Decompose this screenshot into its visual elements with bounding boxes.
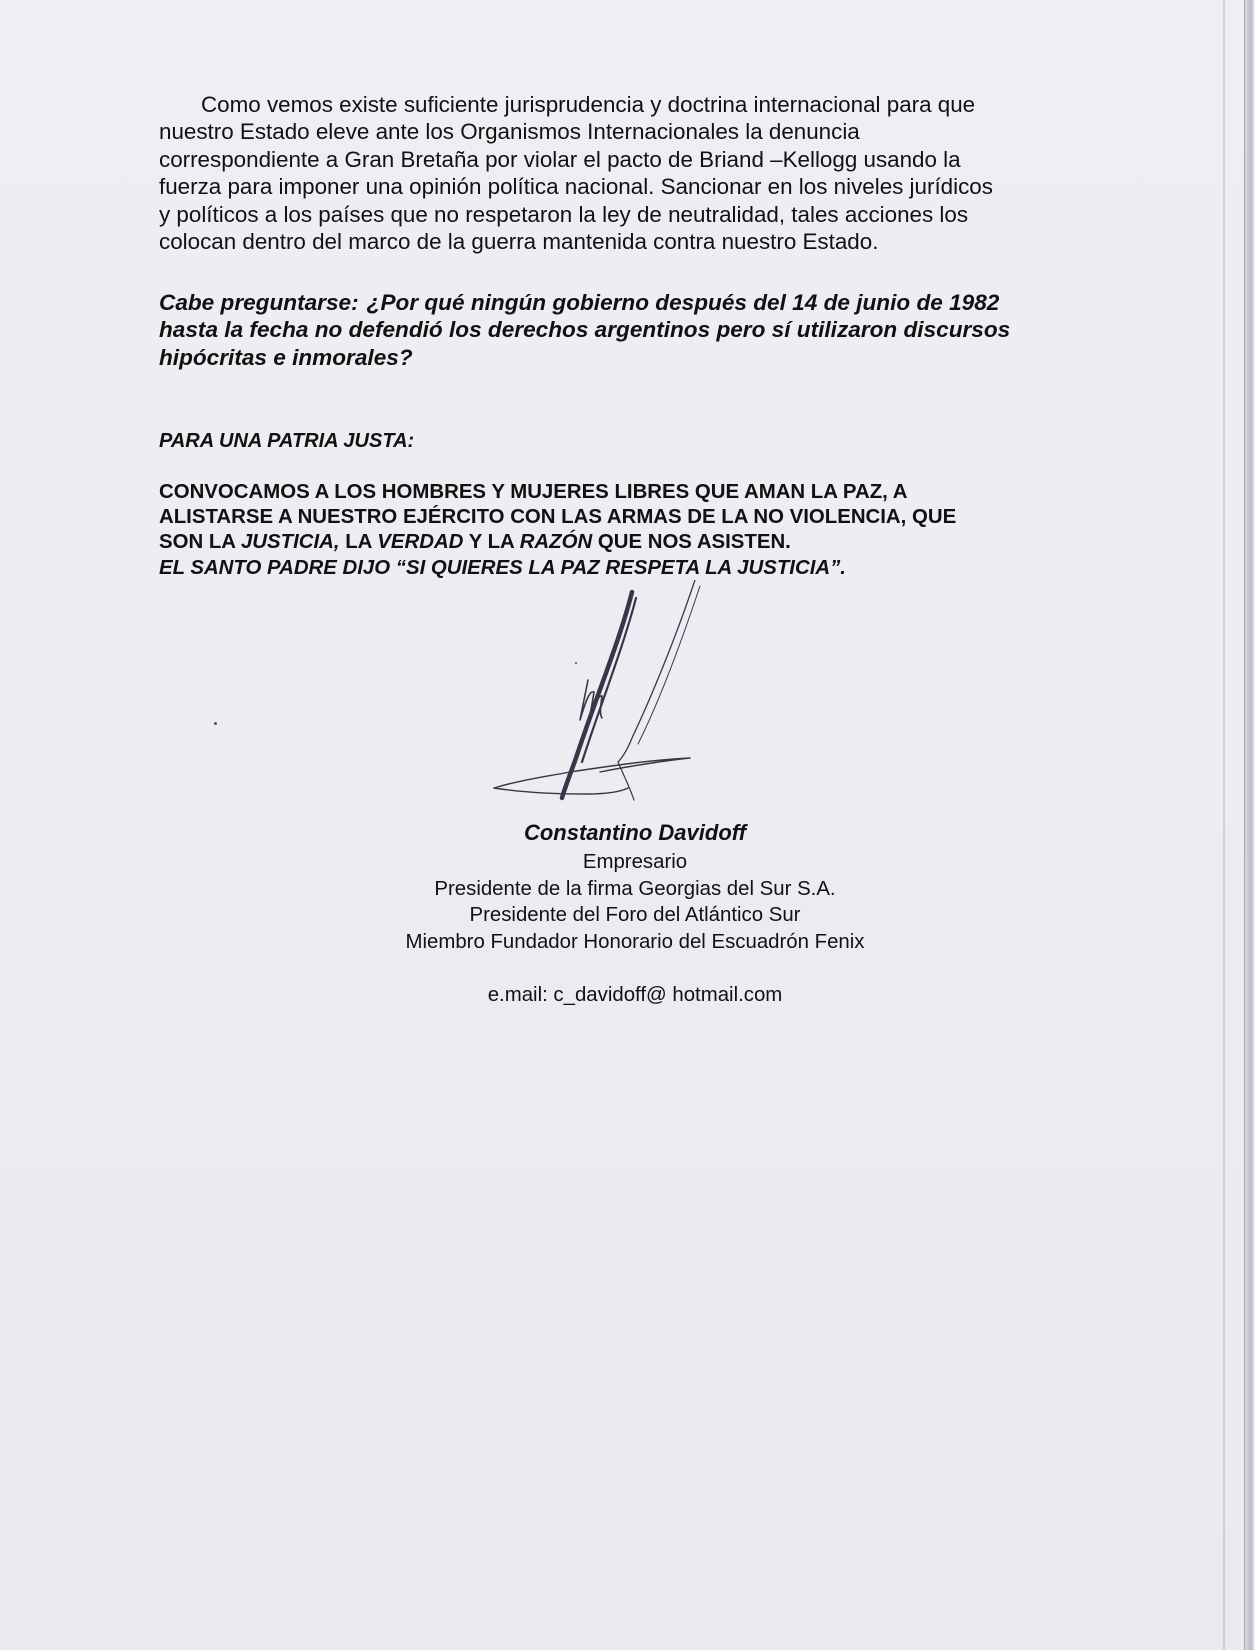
word-razon: RAZÓN [519, 531, 593, 554]
paragraph1-line5: y políticos a los países que no respetaron la ley de neutralidad, tales acciones los [159, 201, 969, 227]
paragraph1-line2: nuestro Estado eleve ante los Organismos Internacionales la denuncia [159, 119, 860, 145]
signer-name: Constantino Davidoff [523, 820, 747, 845]
call-line1: CONVOCAMOS A LOS HOMBRES Y MUJERES LIBRES QUE AMAN LA PAZ, A [159, 481, 908, 503]
question-line1: ¿Por qué ningún gobierno después del 14 de junio de 1982 [366, 290, 1000, 315]
call-line3: SON LA JUSTICIA, LA VERDAD Y LA RAZÓN QUE NOS ASISTEN. [159, 531, 791, 554]
paragraph1-line1: Como vemos existe suficiente jurisprudencia y doctrina internacional para que [201, 92, 976, 117]
page-edge [1244, 0, 1255, 1650]
question-line2: hasta la fecha no defendió los derechos argentinos pero sí utilizaron discursos [159, 317, 1011, 343]
paragraph-jurisprudencia [159, 91, 1109, 255]
signer-title-2: Presidente del Foro del Atlántico Sur [469, 904, 801, 926]
question-paragraph [159, 289, 1109, 371]
paragraph1-line4: fuerza para imponer una opinión política nacional. Sancionar en los niveles jurídicos [159, 174, 993, 200]
handwritten-signature [490, 580, 750, 820]
question-lead: Cabe preguntarse: [159, 290, 359, 315]
signer-title-3: Miembro Fundador Honorario del Escuadrón Fenix [405, 931, 865, 953]
word-verdad: VERDAD [377, 531, 464, 554]
paper-speck [214, 722, 217, 725]
paper-speck [575, 662, 577, 664]
signer-occupation: Empresario [582, 851, 688, 873]
call-line2: ALISTARSE A NUESTRO EJÉRCITO CON LAS ARMAS DE LA NO VIOLENCIA, QUE [159, 506, 957, 529]
paragraph1-line6: colocan dentro del marco de la guerra mantenida contra nuestro Estado. [159, 229, 879, 255]
signer-title-1: Presidente de la firma Georgias del Sur S.A. [434, 878, 836, 900]
paper-fold [1223, 0, 1225, 1650]
paragraph1-line3: correspondiente a Gran Bretaña por violar el pacto de Briand –Kellogg usando la [159, 146, 961, 172]
signer-email: e.mail: c_davidoff@ hotmail.com [487, 984, 783, 1006]
section-heading: PARA UNA PATRIA JUSTA: [159, 430, 415, 452]
question-line3: hipócritas e inmorales? [159, 344, 413, 370]
call-line4: EL SANTO PADRE DIJO “SI QUIERES LA PAZ RESPETA LA JUSTICIA”. [159, 556, 846, 579]
call-paragraph [159, 480, 1109, 581]
word-justicia: JUSTICIA, [240, 531, 340, 554]
